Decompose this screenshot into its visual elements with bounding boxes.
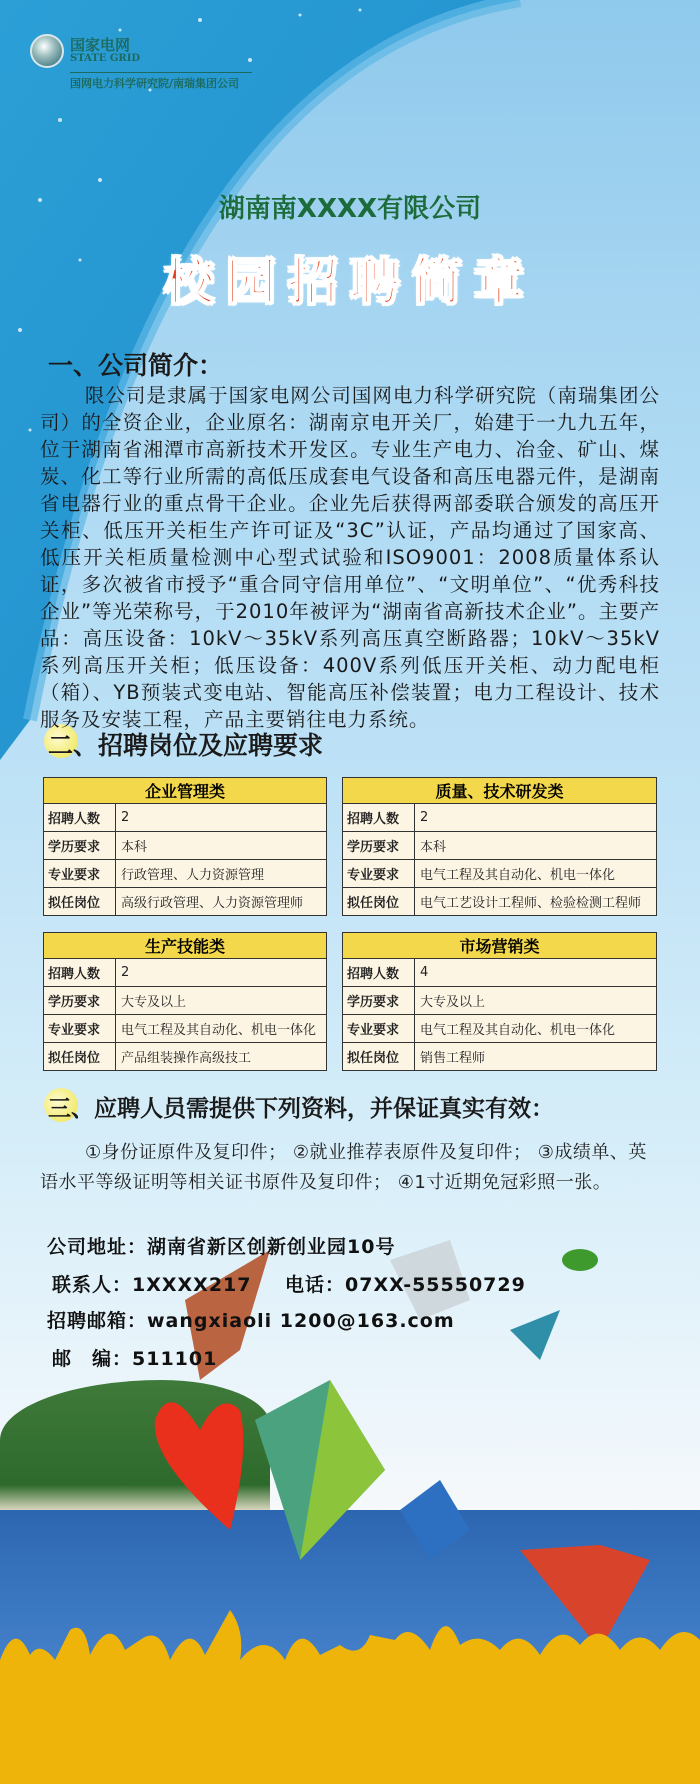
row-value: 电气工艺设计工程师、检验检测工程师 [415, 888, 657, 916]
category-header: 企业管理类 [44, 778, 327, 804]
table-row [343, 860, 657, 888]
table-row [44, 832, 327, 860]
row-value: 大专及以上 [415, 987, 657, 1015]
page-title: 校园招聘简章 [164, 253, 536, 311]
contact-person: 联系人：1XXXX217 [52, 1274, 252, 1296]
table-row [343, 832, 657, 860]
position-table [342, 932, 657, 1071]
contact-phone: 电话：07XX-55550729 [285, 1274, 526, 1296]
row-label: 拟任岗位 [343, 888, 415, 916]
section2-heading: 二、招聘岗位及应聘要求 [48, 726, 323, 762]
row-label: 学历要求 [343, 987, 415, 1015]
globe-icon [30, 34, 64, 68]
logo-name-cn: 国家电网 [70, 36, 131, 54]
table-row [343, 888, 657, 916]
table-row [44, 860, 327, 888]
table-row [44, 1043, 327, 1071]
contact-email[interactable]: 招聘邮箱：wangxiaoli 1200@163.com [47, 1310, 455, 1332]
row-label: 专业要求 [343, 1015, 415, 1043]
row-label: 拟任岗位 [343, 1043, 415, 1071]
company-intro: 限公司是隶属于国家电网公司国网电力科学研究院（南瑞集团公司）的全资企业，企业原名：湖南京电开关厂，始建于一九九五年，位于湖南省湘潭市高新技术开发区。专业生产电力、冶金、矿山、煤炭、化工等行业所需的高低压成套电气设备和高压电器元件，是湖南省电器行业的重点骨干企业。企业先后获得两部委联合颁发的高压开关柜、低压开关柜生产许可证及“3C”认证，产品均通过了国家高、低压开关柜质量检测中心型式试验和ISO9001：2008质量体系认证，多次被省市授予“重合同守信用单位”、“文明单位”、“优秀科技企业”等光荣称号，于2010年被评为“湖南省高新技术企业”。主要产品：高压设备：10kV～35kV系列高压真空断路器；10kV～35kV系列高压开关柜；低压设备：400V系列低压开关柜、动力配电柜（箱）、YB预装式变电站、智能高压补偿装置；电力工程设计、技术服务及安装工程，产品主要销往电力系统。 [40, 384, 660, 731]
row-label: 拟任岗位 [44, 888, 116, 916]
table-row [343, 1015, 657, 1043]
postcode: 邮 编：511101 [52, 1348, 218, 1370]
row-value: 行政管理、人力资源管理 [116, 860, 327, 888]
row-label: 招聘人数 [343, 804, 415, 832]
row-value: 本科 [415, 832, 657, 860]
table-row [44, 888, 327, 916]
table-row [44, 987, 327, 1015]
table-row [343, 987, 657, 1015]
table-row [44, 1015, 327, 1043]
row-value: 4 [415, 959, 657, 987]
row-value: 电气工程及其自动化、机电一体化 [116, 1015, 327, 1043]
row-value: 本科 [116, 832, 327, 860]
row-value: 2 [116, 804, 327, 832]
company-name: 湖南南XXXX有限公司 [218, 194, 482, 224]
section3-heading: 三、应聘人员需提供下列资料，并保证真实有效： [48, 1090, 554, 1123]
category-header: 生产技能类 [44, 933, 327, 959]
row-label: 招聘人数 [44, 959, 116, 987]
row-label: 学历要求 [343, 832, 415, 860]
row-label: 学历要求 [44, 832, 116, 860]
state-grid-logo [30, 34, 140, 68]
table-row [343, 804, 657, 832]
position-table [342, 777, 657, 916]
category-header: 质量、技术研发类 [343, 778, 657, 804]
table-row [343, 1043, 657, 1071]
row-label: 招聘人数 [343, 959, 415, 987]
crowd-silhouette [0, 1600, 700, 1784]
row-label: 学历要求 [44, 987, 116, 1015]
row-value: 2 [415, 804, 657, 832]
row-label: 专业要求 [343, 860, 415, 888]
table-row [44, 959, 327, 987]
row-label: 拟任岗位 [44, 1043, 116, 1071]
table-row [343, 959, 657, 987]
row-label: 专业要求 [44, 1015, 116, 1043]
row-value: 2 [116, 959, 327, 987]
table-row [44, 804, 327, 832]
category-header: 市场营销类 [343, 933, 657, 959]
section1-heading: 一、公司简介： [48, 346, 223, 382]
row-label: 专业要求 [44, 860, 116, 888]
company-address: 公司地址：湖南省新区创新创业园10号 [47, 1236, 396, 1258]
logo-subtitle: 国网电力科学研究院/南瑞集团公司 [70, 72, 252, 91]
logo-name-en: STATE GRID [70, 53, 141, 64]
row-value: 产品组装操作高级技工 [116, 1043, 327, 1071]
row-value: 大专及以上 [116, 987, 327, 1015]
required-documents: ①身份证原件及复印件； ②就业推荐表原件及复印件； ③成绩单、英语水平等级证明等相关证书原件及复印件； ④1寸近期免冠彩照一张。 [40, 1142, 647, 1193]
position-table [43, 777, 327, 916]
position-table [43, 932, 327, 1071]
row-value: 电气工程及其自动化、机电一体化 [415, 860, 657, 888]
row-value: 电气工程及其自动化、机电一体化 [415, 1015, 657, 1043]
row-label: 招聘人数 [44, 804, 116, 832]
row-value: 销售工程师 [415, 1043, 657, 1071]
row-value: 高级行政管理、人力资源管理师 [116, 888, 327, 916]
